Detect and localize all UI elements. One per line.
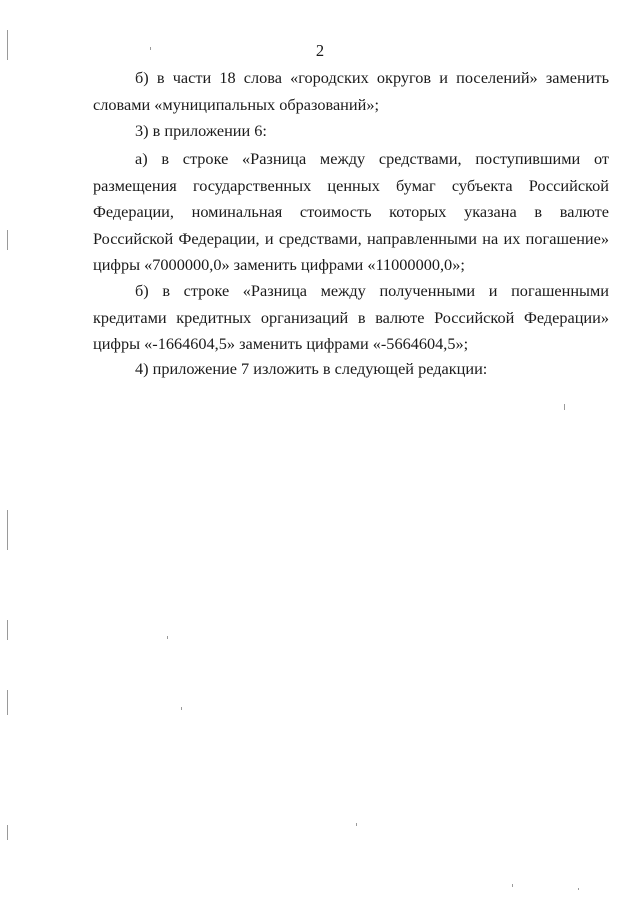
scan-mark <box>7 690 8 715</box>
scan-mark <box>7 230 8 250</box>
scan-mark <box>512 884 513 887</box>
scan-mark <box>150 47 151 50</box>
paragraph-part-18-amendment: б) в части 18 слова «городских округов и поселений» заменить словами «муниципальных образований»; <box>93 68 609 114</box>
paragraph-securities-difference: а) в строке «Разница между средствами, поступившими от размещения государственных ценных бумаг субъекта Российской Федерации, номинальная стоимость которых указана в валюте Российской Федерации, и средствами, направленными на их погашение» цифры «7000000,0» заменить цифрами «11000000,0»; <box>93 149 609 274</box>
page-number: 2 <box>315 41 325 60</box>
scan-mark <box>578 888 579 890</box>
paragraph-credits-difference: б) в строке «Разница между полученными и погашенными кредитами кредитных организаций в валюте Российской Федерации» цифры «-1664604,5» заменить цифрами «-5664604,5»; <box>93 281 609 353</box>
scan-mark <box>181 707 182 710</box>
paragraph-appendix-6-heading: 3) в приложении 6: <box>135 121 267 140</box>
scan-mark <box>564 404 565 410</box>
scan-mark <box>7 510 8 550</box>
paragraph-appendix-7: 4) приложение 7 изложить в следующей редакции: <box>135 359 488 378</box>
scan-mark <box>356 823 357 826</box>
scan-mark <box>167 636 168 639</box>
scan-mark <box>7 620 8 640</box>
scan-mark <box>7 825 8 840</box>
scan-mark <box>7 30 8 60</box>
